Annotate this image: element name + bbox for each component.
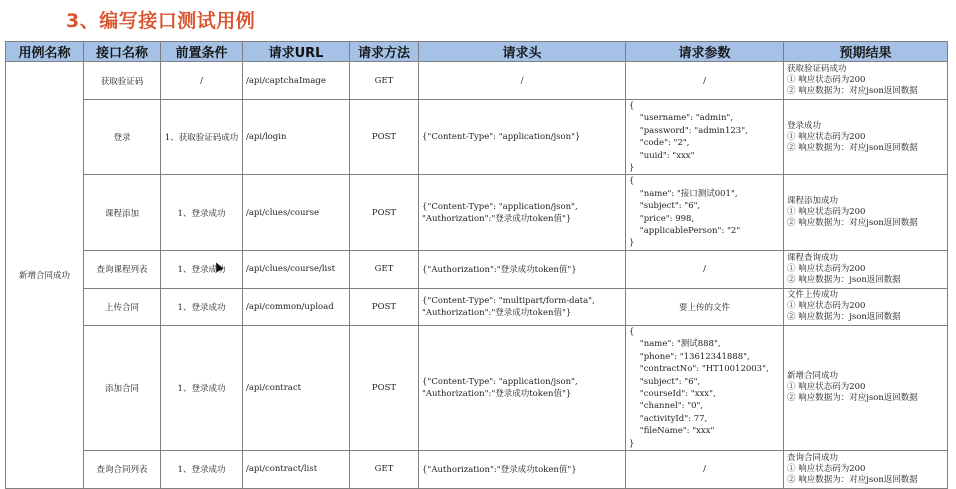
url-cell: /api/captchaImage [243,62,350,100]
headers-cell: / [419,62,626,100]
header-precondition: 前置条件 [161,42,243,62]
table-row [6,62,948,100]
precondition-cell: 1、登录成功 [161,250,243,288]
result-cell: 新增合同成功 ① 响应状态码为200 ② 响应数据为：对应json返回数据 [784,325,948,450]
header-request-method: 请求方法 [350,42,419,62]
page-title: 3、编写接口测试用例 [66,10,256,32]
method-cell: POST [350,288,419,325]
method-cell: GET [350,250,419,288]
url-cell: /api/clues/course [243,175,350,250]
header-request-headers: 请求头 [419,42,626,62]
precondition-cell: 1、登录成功 [161,450,243,488]
url-cell: /api/login [243,100,350,175]
method-cell: POST [350,325,419,450]
params-cell: { "name": "测试888", "phone": "13612341888", "contractNo": "HT10012003", "subject": "6", "courseId": "xxx", "channel": "0", "activityId": 77, "fileName": "xxx" } [626,325,784,450]
result-cell: 课程查询成功 ① 响应状态码为200 ② 响应数据为：json返回数据 [784,250,948,288]
table-row [6,175,948,250]
api-name-cell: 查询课程列表 [84,250,161,288]
api-name-cell: 获取验证码 [84,62,161,100]
method-cell: POST [350,175,419,250]
url-cell: /api/common/upload [243,288,350,325]
precondition-cell: 1、获取验证码成功 [161,100,243,175]
params-cell: / [626,250,784,288]
headers-cell: {"Content-Type": "application/json", "Authorization":"登录成功token值"} [419,325,626,450]
api-name-cell: 登录 [84,100,161,175]
params-cell: / [626,450,784,488]
result-cell: 查询合同成功 ① 响应状态码为200 ② 响应数据为：对应json返回数据 [784,450,948,488]
table-row [6,100,948,175]
result-cell: 课程添加成功 ① 响应状态码为200 ② 响应数据为：对应json返回数据 [784,175,948,250]
params-cell: 要上传的文件 [626,288,784,325]
url-cell: /api/clues/course/list [243,250,350,288]
headers-cell: {"Authorization":"登录成功token值"} [419,250,626,288]
case-name-cell: 新增合同成功 [6,62,84,489]
result-cell: 登录成功 ① 响应状态码为200 ② 响应数据为：对应json返回数据 [784,100,948,175]
precondition-cell: / [161,62,243,100]
table-row [6,325,948,450]
headers-cell: {"Content-Type": "multipart/form-data", "Authorization":"登录成功token值"} [419,288,626,325]
result-cell: 文件上传成功 ① 响应状态码为200 ② 响应数据为：json返回数据 [784,288,948,325]
header-api-name: 接口名称 [84,42,161,62]
precondition-cell: 1、登录成功 [161,325,243,450]
url-cell: /api/contract/list [243,450,350,488]
api-name-cell: 查询合同列表 [84,450,161,488]
table-row [6,250,948,288]
test-case-table [5,41,948,489]
table-row [6,450,948,488]
header-row [6,42,948,62]
result-cell: 获取验证码成功 ① 响应状态码为200 ② 响应数据为：对应json返回数据 [784,62,948,100]
api-name-cell: 添加合同 [84,325,161,450]
table-row [6,288,948,325]
headers-cell: {"Content-Type": "application/json"} [419,100,626,175]
url-cell: /api/contract [243,325,350,450]
precondition-cell: 1、登录成功 [161,288,243,325]
params-cell: / [626,62,784,100]
api-name-cell: 上传合同 [84,288,161,325]
header-expected-result: 预期结果 [784,42,948,62]
params-cell: { "name": "接口测试001", "subject": "6", "price": 998, "applicablePerson": "2" } [626,175,784,250]
precondition-cell: 1、登录成功 [161,175,243,250]
headers-cell: {"Content-Type": "application/json", "Authorization":"登录成功token值"} [419,175,626,250]
header-request-url: 请求URL [243,42,350,62]
headers-cell: {"Authorization":"登录成功token值"} [419,450,626,488]
method-cell: GET [350,62,419,100]
header-request-params: 请求参数 [626,42,784,62]
method-cell: POST [350,100,419,175]
method-cell: GET [350,450,419,488]
params-cell: { "username": "admin", "password": "admin123", "code": "2", "uuid": "xxx" } [626,100,784,175]
api-name-cell: 课程添加 [84,175,161,250]
header-case-name: 用例名称 [6,42,84,62]
